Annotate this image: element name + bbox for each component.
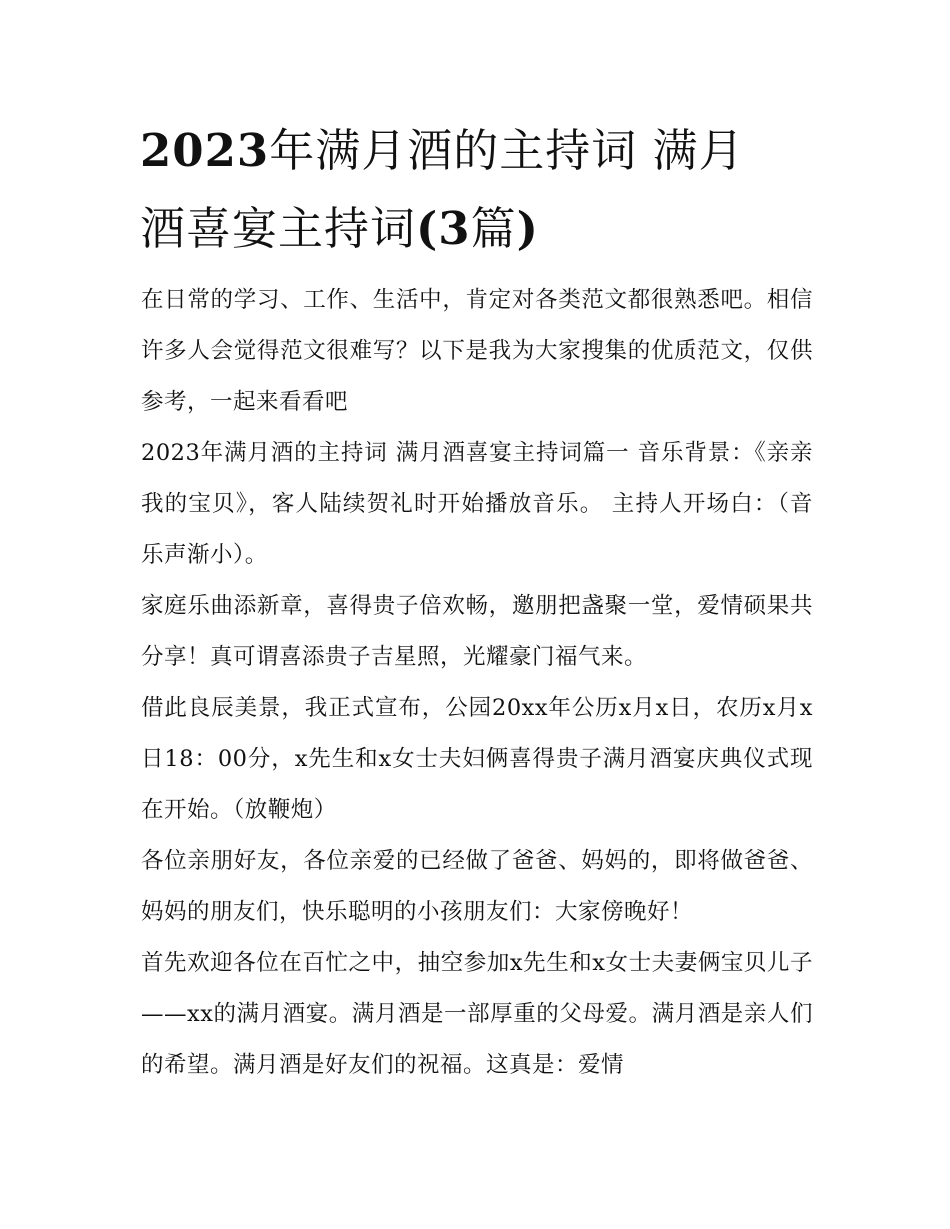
document-title [140,112,820,268]
paragraph-welcome: 首先欢迎各位在百忙之中，抽空参加x先生和x女士夫妻俩宝贝儿子——xx的满月酒宴。满月酒是一部厚重的父母爱。满月酒是亲人们的希望。满月酒是好友们的祝福。这真是：爱情 [141,950,813,1078]
title-line-2: 酒喜宴主持词(3篇) [140,202,539,255]
paragraph-family-song: 家庭乐曲添新章，喜得贵子倍欢畅，邀朋把盏聚一堂，爱情硕果共分享！真可谓喜添贵子吉星照，光耀豪门福气来。 [141,593,813,670]
paragraph-music-background: 2023年满月酒的主持词 满月酒喜宴主持词篇一 音乐背景：《亲亲我的宝贝》，客人陆续贺礼时开始播放音乐。 主持人开场白：（音乐声渐小）。 [141,440,813,568]
paragraph-greeting: 各位亲朋好友，各位亲爱的已经做了爸爸、妈妈的，即将做爸爸、妈妈的朋友们，快乐聪明的小孩朋友们：大家傍晚好！ [141,848,813,925]
title-line-1: 2023年满月酒的主持词 满月 [140,124,745,177]
paragraph-announcement: 借此良辰美景，我正式宣布，公园20xx年公历x月x日，农历x月x日18：00分，x先生和x女士夫妇俩喜得贵子满月酒宴庆典仪式现在开始。（放鞭炮） [141,695,813,823]
paragraph-intro: 在日常的学习、工作、生活中，肯定对各类范文都很熟悉吧。相信许多人会觉得范文很难写？以下是我为大家搜集的优质范文，仅供参考，一起来看看吧 [141,287,813,415]
document-body [141,275,813,1091]
